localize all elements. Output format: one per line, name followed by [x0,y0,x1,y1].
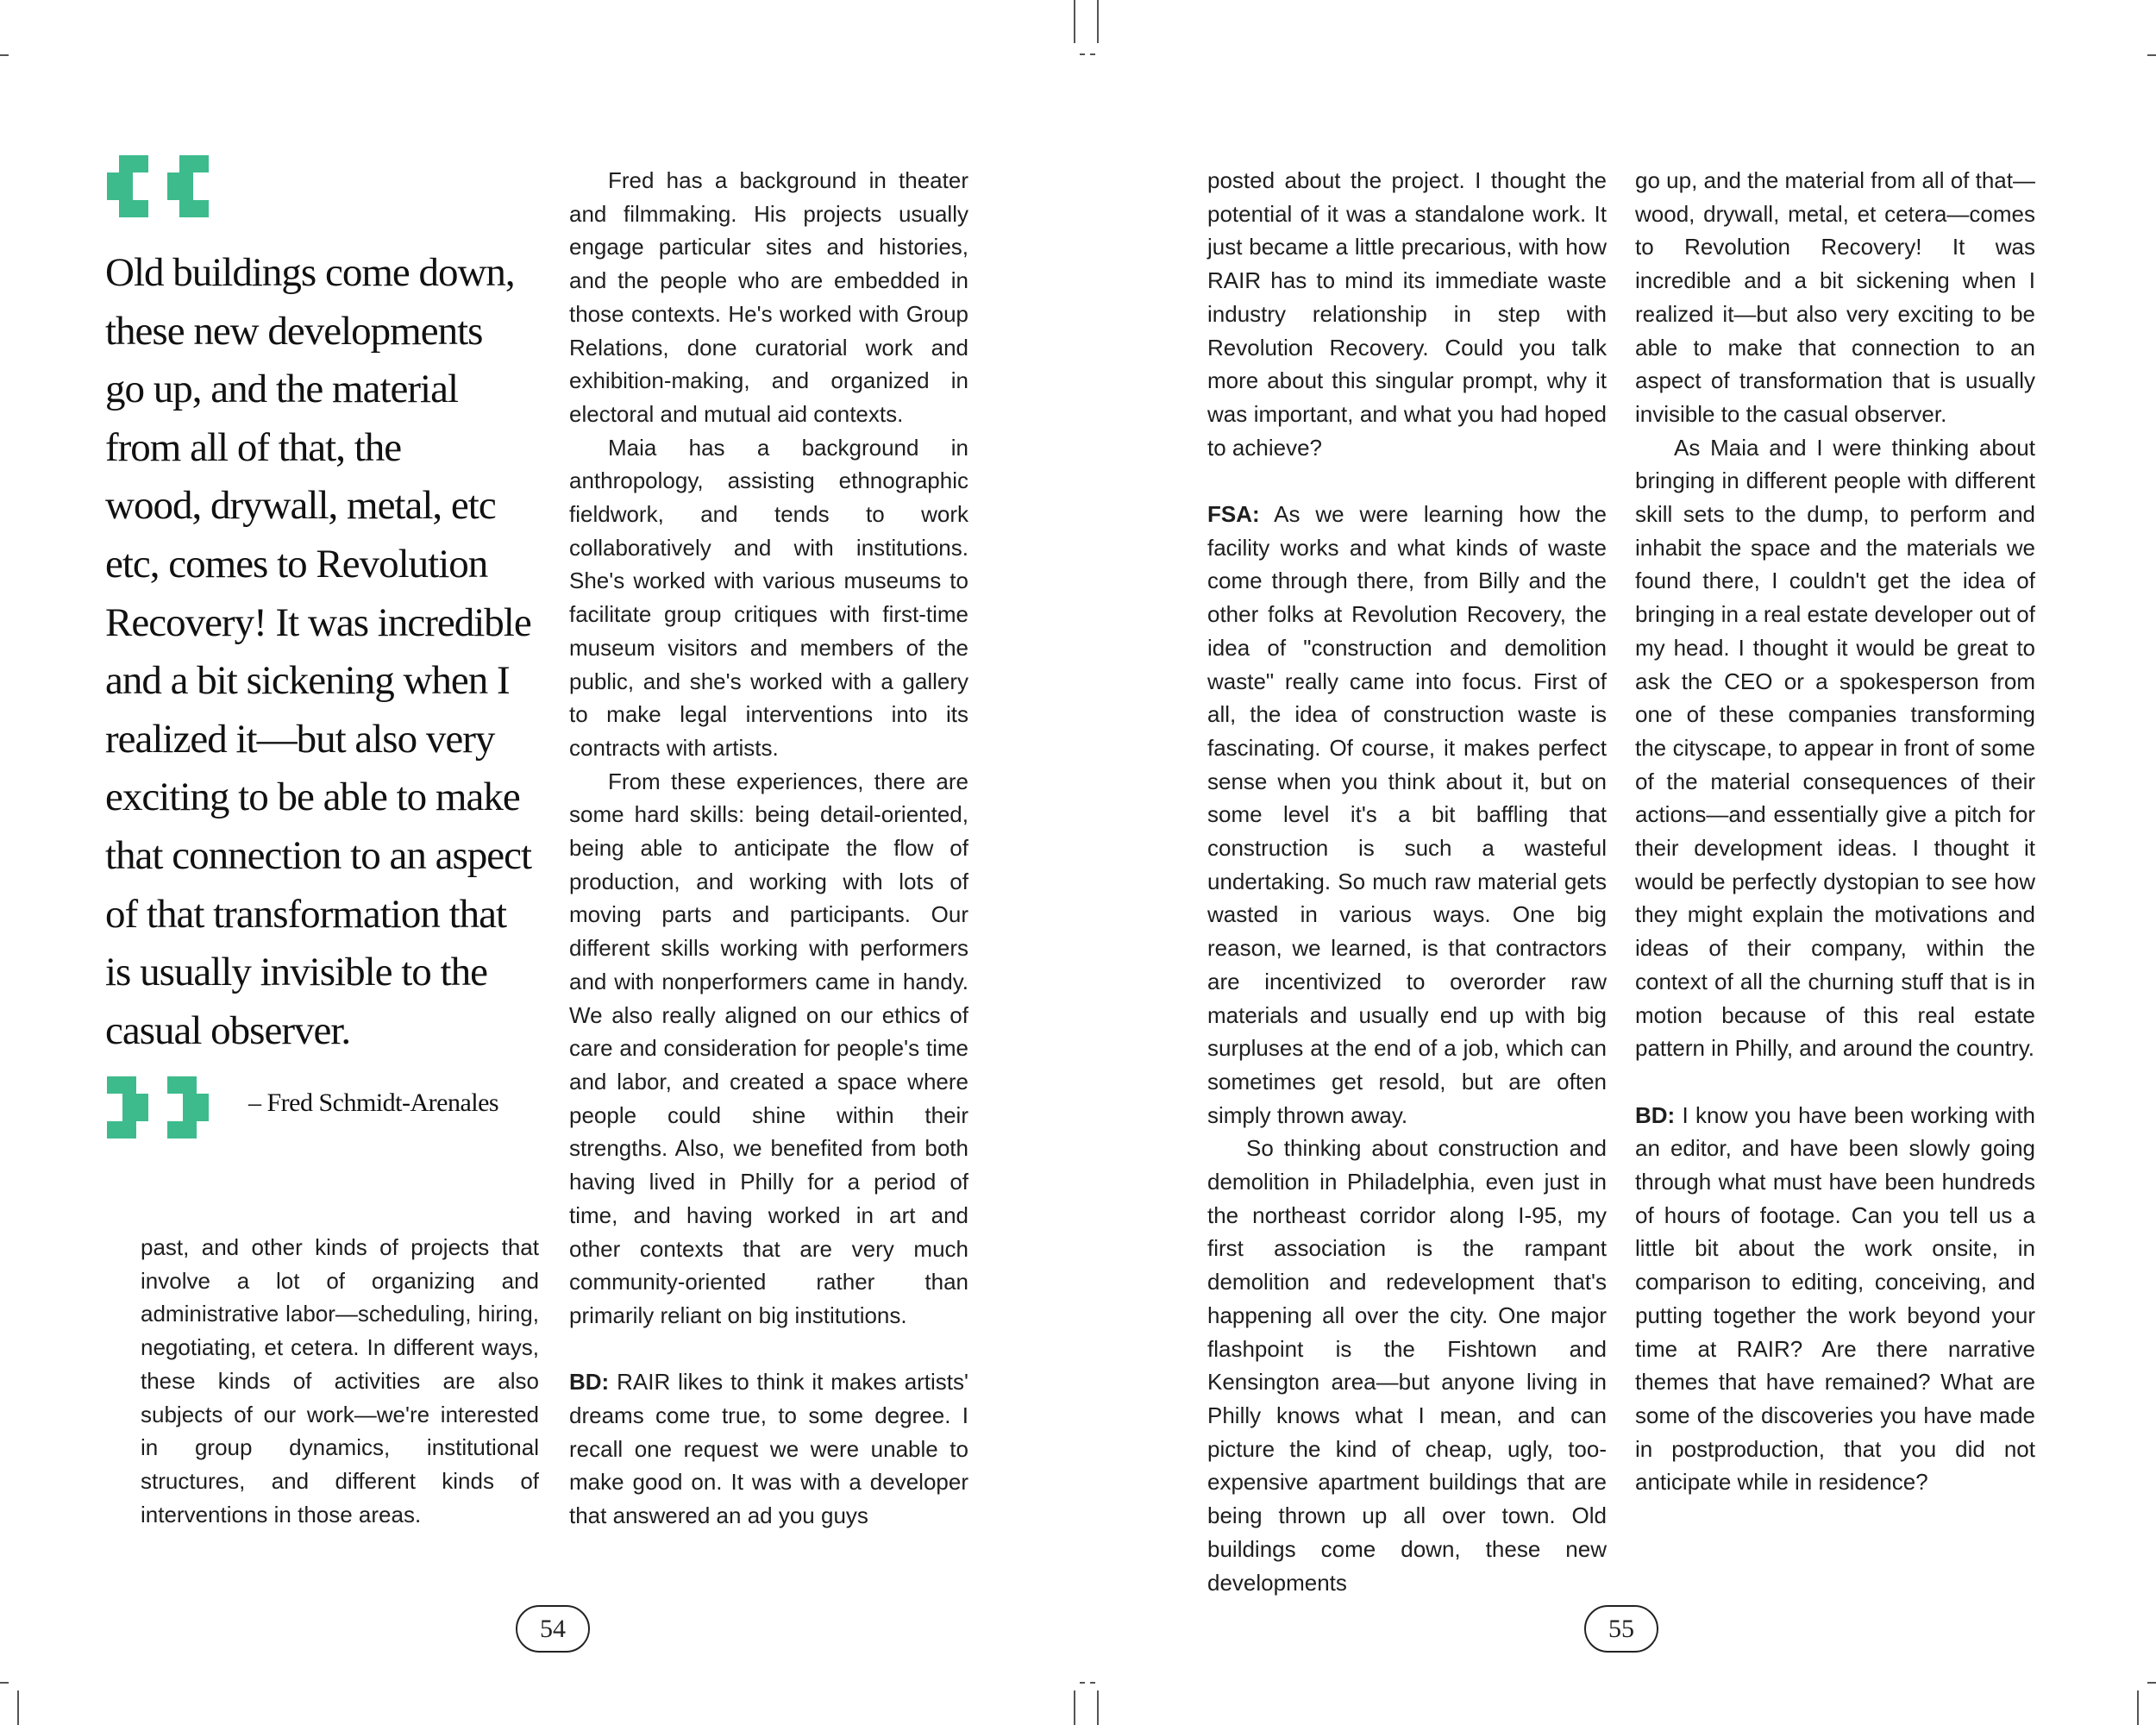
pull-quote-line: exciting to be able to make [105,775,520,820]
paragraph-text: RAIR likes to think it makes artists' dreams come true, to some degree. I recall one request we were unable to make good on. It was with a developer that answered an ad you guys [569,1369,968,1529]
page-number: 55 [1584,1605,1658,1653]
quote-attribution: – Fred Schmidt-Arenales [248,1088,499,1117]
paragraph: past, and other kinds of projects that involve a lot of organizing and administrative labor—scheduling, hiring, negotiating, et cetera. In different ways, these kinds of activities are also subjects of our work—we're interested in group dynamics, institutional structures, and different kinds of interventions in those areas. [141,1234,539,1527]
page-number: 54 [516,1605,590,1653]
pull-quote-line: Old buildings come down, [105,250,515,295]
paragraph: Fred has a background in theater and filmmaking. His projects usually engage particular sites and histories, and the people who are embedded in those contexts. He's worked with Group Relations, done curatorial work and exhibition-making, and organized in electoral and mutual aid contexts. [569,167,968,427]
speaker-label: BD: [1635,1101,1676,1128]
paragraph: go up, and the material from all of that—wood, drywall, metal, et cetera—comes to Revolution Recovery! It was incredible and a bit sickening when I realized it—but also very exciting to be able to make that connection to an aspect of transformation that is usually invisible to the casual observer. [1635,167,2035,427]
pull-quote-line: wood, drywall, metal, etc [105,483,496,529]
pull-quote-line: etc, comes to Revolution [105,541,488,586]
pull-quote-line: of that transformation that [105,891,507,937]
paragraph: So thinking about construction and demolition in Philadelphia, even just in the northeast corridor along I-95, my first association is the rampant demolition and redevelopment that's happening all over the city. One major flashpoint is the Fishtown and Kensington area—but anyone living in Philly knows what I mean, and can picture the kind of cheap, ugly, too-expensive apartment buildings that are being thrown up all over town. Old buildings come down, these new developments [1207,1135,1607,1596]
pull-quote-line: these new developments [105,308,483,354]
pull-quote-line: go up, and the material [105,367,458,412]
pull-quote-line: is usually invisible to the [105,950,487,995]
text-column-2 [569,164,968,1533]
speaker-label: BD: [569,1369,610,1396]
paragraph: As Maia and I were thinking about bringing in different people with different skill sets to the dump, to perform and inhabit the space and the materials we found there, I couldn't get the idea of bringing in a real estate developer out of my head. I thought it would be great to ask the CEO or a spokesperson from one of these companies transforming the cityscape, to appear in front of some of the material consequences of their actions—and essentially give a pitch for their development ideas. I thought it would be perfectly dystopian to see how they might explain the motivations and ideas of their company, within the context of all the churning stuff that is in motion because of this real estate pattern in Philly, and around the country. [1635,434,2035,1062]
paragraph: posted about the project. I thought the potential of it was a standalone work. It just became a little precarious, with how RAIR has to mind its immediate waste industry relationship in step with Revolution Recovery. Could you talk more about this singular prompt, why it was important, and what you had hoped to achieve? [1207,167,1607,461]
pull-quote-line: casual observer. [105,1007,351,1053]
paragraph [1635,1099,2035,1499]
speaker-label: FSA: [1207,501,1260,528]
pull-quote [105,244,536,1060]
pull-quote-line: and a bit sickening when I [105,658,510,704]
text-column-3 [1207,164,1607,1599]
pull-quote-line: realized it—but also very [105,716,495,762]
paragraph: From these experiences, there are some hard skills: being detail-oriented, being able to anticipate the flow of production, and working with lots of moving parts and participants. Our different skills working with performers and with nonperformers came in handy. We also really aligned on our ethics of care and consideration for people's time and labor, and created a space where people could shine within their strengths. Also, we benefited from both having lived in Philly for a period of time, and having worked in art and other contexts that are very much community-oriented rather than primarily reliant on big institutions. [569,768,968,1328]
paragraph [1207,498,1607,1132]
right-page [1078,0,2156,1725]
paragraph: Maia has a background in anthropology, assisting ethnographic fieldwork, and tends to work collaboratively and with institutions. She's worked with various museums to facilitate group critiques with first-time museum visitors and members of the public, and she's worked with a gallery to make legal interventions into its contracts with artists. [569,434,968,761]
paragraph-text: I know you have been working with an editor, and have been slowly going through what must have been hundreds of hours of footage. Can you tell us a little bit about the work onsite, in comparison to editing, conceiving, and putting together the work beyond your time at RAIR? Are there narrative themes that have remained? What are some of the discoveries you have made in postproduction, that you did not anticipate while in residence? [1635,1101,2035,1496]
text-column-1 [141,1231,539,1531]
paragraph [569,1365,968,1533]
pull-quote-line: that connection to an aspect [105,832,532,878]
open-quote-icon [105,154,216,219]
pull-quote-line: Recovery! It was incredible [105,599,531,645]
close-quote-icon [105,1075,216,1140]
paragraph-text: As we were learning how the facility works and what kinds of waste come through there, from Billy and the other folks at Revolution Recovery, the idea of "construction and demolition waste" really came into focus. First of all, the idea of construction waste is fascinating. Of course, it makes perfect sense when you think about it, but on some level it's a bit baffling that construction is such a wasteful undertaking. So much raw material gets wasted in various ways. One big reason, we learned, is that contractors are incentivized to overorder raw materials and usually end up with big surpluses at the end of a job, which can sometimes get resold, but are often simply thrown away. [1207,501,1607,1128]
text-column-4 [1635,164,2035,1499]
pull-quote-line: from all of that, the [105,424,402,470]
